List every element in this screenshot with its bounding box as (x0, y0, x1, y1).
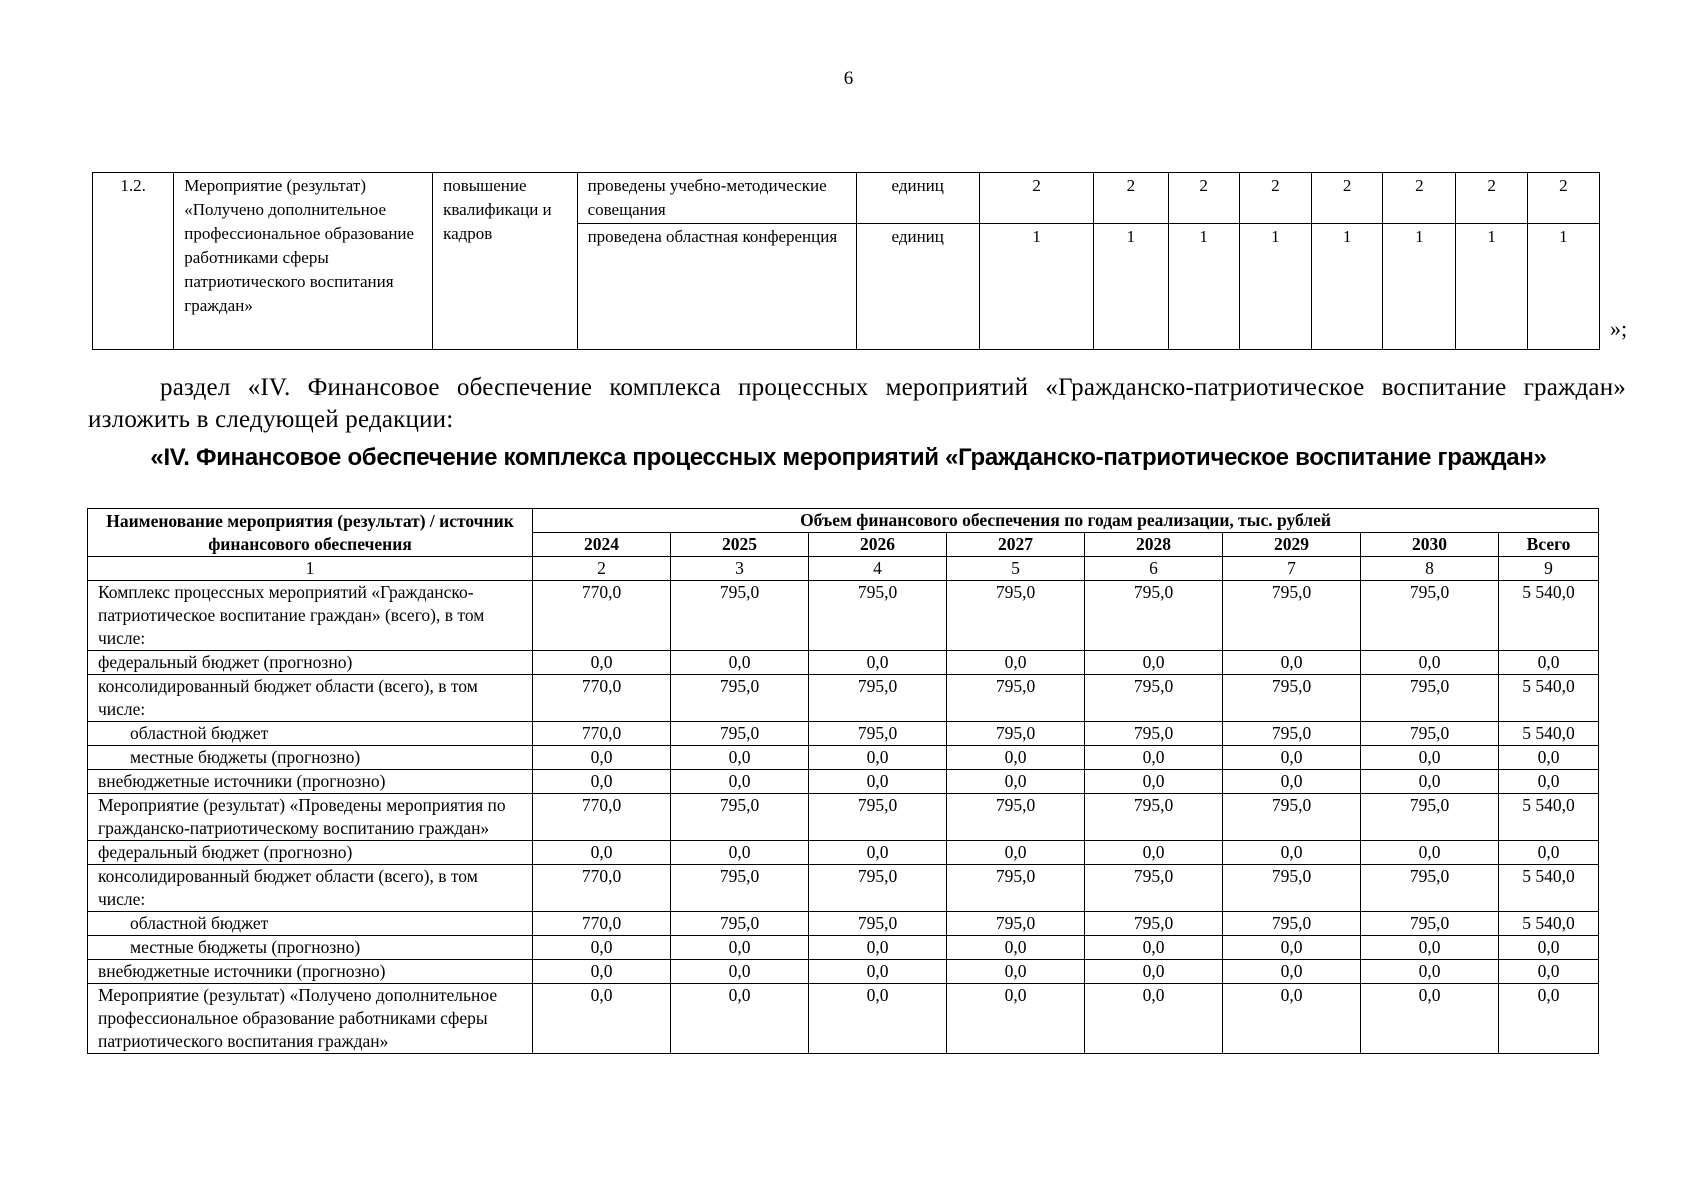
amount-cell: 0,0 (1223, 960, 1361, 984)
amount-cell: 0,0 (809, 651, 947, 675)
amount-cell: 0,0 (809, 770, 947, 794)
amount-cell: 795,0 (809, 794, 947, 841)
amount-cell: 0,0 (1361, 841, 1499, 865)
amount-cell: 795,0 (1085, 581, 1223, 651)
amount-cell: 770,0 (533, 722, 671, 746)
section-heading: «IV. Финансовое обеспечение комплекса процессных мероприятий «Гражданско-патриотическое воспитание граждан» (150, 444, 1547, 471)
year-header: 2027 (947, 533, 1085, 557)
amount-cell: 0,0 (1361, 770, 1499, 794)
table-row (88, 722, 1599, 746)
row-label: федеральный бюджет (прогнозно) (88, 651, 533, 675)
value-cell: 1 (1168, 224, 1239, 350)
amount-cell: 5 540,0 (1499, 675, 1599, 722)
table-row (88, 912, 1599, 936)
amount-cell: 795,0 (671, 865, 809, 912)
year-header: 2029 (1223, 533, 1361, 557)
table-row (88, 651, 1599, 675)
indicator-unit: единиц (856, 224, 979, 350)
amount-cell: 795,0 (947, 675, 1085, 722)
amount-cell: 795,0 (671, 675, 809, 722)
amount-cell: 795,0 (1223, 865, 1361, 912)
amount-cell: 5 540,0 (1499, 794, 1599, 841)
year-header: 2025 (671, 533, 809, 557)
amount-cell: 0,0 (533, 651, 671, 675)
amendment-paragraph: раздел «IV. Финансовое обеспечение комплекса процессных мероприятий «Гражданско-патриотическое воспитание граждан» изложить в следующей редакции: (88, 374, 1626, 433)
event-purpose: повышение квалификаци и кадров (433, 173, 577, 350)
amount-cell: 0,0 (1085, 841, 1223, 865)
amount-cell: 0,0 (533, 984, 671, 1054)
amount-cell: 0,0 (1361, 936, 1499, 960)
table-row (88, 794, 1599, 841)
amount-cell: 0,0 (947, 936, 1085, 960)
amount-cell: 795,0 (671, 722, 809, 746)
indicator-name: проведены учебно-методические совещания (577, 173, 856, 224)
table-row (88, 675, 1599, 722)
amount-cell: 795,0 (809, 675, 947, 722)
amount-cell: 795,0 (809, 722, 947, 746)
amount-cell: 0,0 (533, 960, 671, 984)
indicator-name: проведена областная конференция (577, 224, 856, 350)
amount-cell: 0,0 (947, 746, 1085, 770)
value-cell: 1 (1383, 224, 1456, 350)
row-label: внебюджетные источники (прогнозно) (88, 960, 533, 984)
amount-cell: 0,0 (1361, 746, 1499, 770)
amount-cell: 0,0 (671, 960, 809, 984)
row-label: областной бюджет (88, 722, 533, 746)
amount-cell: 0,0 (1223, 984, 1361, 1054)
amount-cell: 770,0 (533, 912, 671, 936)
amount-cell: 795,0 (1361, 581, 1499, 651)
amount-cell: 0,0 (533, 770, 671, 794)
amount-cell: 795,0 (947, 912, 1085, 936)
amount-cell: 795,0 (671, 794, 809, 841)
table-row (88, 960, 1599, 984)
amount-cell: 0,0 (1085, 936, 1223, 960)
amount-cell: 795,0 (947, 794, 1085, 841)
amount-cell: 0,0 (809, 984, 947, 1054)
amount-cell: 795,0 (809, 912, 947, 936)
value-cell: 2 (1456, 173, 1527, 224)
amount-cell: 795,0 (1223, 794, 1361, 841)
year-header: 2028 (1085, 533, 1223, 557)
amount-cell: 0,0 (1499, 770, 1599, 794)
amount-cell: 5 540,0 (1499, 581, 1599, 651)
year-header: 2024 (533, 533, 671, 557)
amount-cell: 795,0 (1361, 794, 1499, 841)
amount-cell: 795,0 (1085, 794, 1223, 841)
amount-cell: 770,0 (533, 581, 671, 651)
amount-cell: 0,0 (533, 936, 671, 960)
value-cell: 2 (979, 173, 1093, 224)
table-row (88, 746, 1599, 770)
value-cell: 1 (1239, 224, 1311, 350)
amount-cell: 0,0 (1361, 651, 1499, 675)
year-header: 2026 (809, 533, 947, 557)
table-row (93, 173, 1600, 224)
amount-cell: 795,0 (1085, 912, 1223, 936)
column-number: 7 (1223, 557, 1361, 581)
amount-cell: 0,0 (671, 651, 809, 675)
amount-cell: 0,0 (1223, 841, 1361, 865)
amount-cell: 795,0 (671, 581, 809, 651)
value-cell: 1 (1311, 224, 1382, 350)
amount-cell: 0,0 (1223, 651, 1361, 675)
value-cell: 2 (1168, 173, 1239, 224)
amount-cell: 0,0 (533, 841, 671, 865)
amount-cell: 0,0 (809, 746, 947, 770)
amount-cell: 795,0 (1361, 865, 1499, 912)
amount-cell: 795,0 (671, 912, 809, 936)
amount-cell: 795,0 (1361, 675, 1499, 722)
header-row (88, 509, 1599, 533)
event-name: Мероприятие (результат) «Получено дополнительное профессиональное образование работниками сферы патриотического воспитания граждан» (174, 173, 433, 350)
amount-cell: 795,0 (1223, 675, 1361, 722)
amount-cell: 795,0 (1223, 722, 1361, 746)
amount-cell: 0,0 (1361, 984, 1499, 1054)
value-cell: 2 (1383, 173, 1456, 224)
amount-cell: 0,0 (671, 936, 809, 960)
amount-cell: 795,0 (1361, 912, 1499, 936)
amount-cell: 770,0 (533, 794, 671, 841)
column-number: 2 (533, 557, 671, 581)
value-cell: 1 (1094, 224, 1168, 350)
financing-table (87, 508, 1599, 1054)
amount-cell: 795,0 (809, 865, 947, 912)
amount-cell: 795,0 (947, 581, 1085, 651)
amount-cell: 795,0 (1223, 912, 1361, 936)
header-name: Наименование мероприятия (результат) / источник финансового обеспечения (88, 509, 533, 557)
closing-quote: »; (1610, 316, 1628, 341)
amount-cell: 0,0 (809, 936, 947, 960)
amount-cell: 5 540,0 (1499, 722, 1599, 746)
amount-cell: 0,0 (947, 651, 1085, 675)
amount-cell: 5 540,0 (1499, 865, 1599, 912)
column-number: 5 (947, 557, 1085, 581)
page-number: 6 (843, 68, 854, 89)
amount-cell: 795,0 (1223, 581, 1361, 651)
indicator-unit: единиц (856, 173, 979, 224)
value-cell: 1 (979, 224, 1093, 350)
column-number-row (88, 557, 1599, 581)
row-label: местные бюджеты (прогнозно) (88, 936, 533, 960)
table-row (88, 936, 1599, 960)
value-cell: 1 (1456, 224, 1527, 350)
amount-cell: 0,0 (1499, 960, 1599, 984)
value-cell: 2 (1094, 173, 1168, 224)
year-header: 2030 (1361, 533, 1499, 557)
amount-cell: 5 540,0 (1499, 912, 1599, 936)
column-number: 3 (671, 557, 809, 581)
amount-cell: 0,0 (1085, 984, 1223, 1054)
row-label: Комплекс процессных мероприятий «Гражданско-патриотическое воспитание граждан» (всего), в том числе: (88, 581, 533, 651)
row-label: федеральный бюджет (прогнозно) (88, 841, 533, 865)
column-number: 9 (1499, 557, 1599, 581)
amount-cell: 0,0 (1085, 651, 1223, 675)
amount-cell: 795,0 (1085, 865, 1223, 912)
amount-cell: 0,0 (671, 984, 809, 1054)
column-number: 8 (1361, 557, 1499, 581)
table-row (88, 581, 1599, 651)
table-row (88, 770, 1599, 794)
row-label: Мероприятие (результат) «Проведены мероприятия по гражданско-патриотическому воспитанию граждан» (88, 794, 533, 841)
year-header: Всего (1499, 533, 1599, 557)
amount-cell: 0,0 (947, 841, 1085, 865)
amount-cell: 0,0 (1499, 746, 1599, 770)
table-row (88, 984, 1599, 1054)
value-cell: 2 (1527, 173, 1599, 224)
amount-cell: 0,0 (947, 960, 1085, 984)
header-volume: Объем финансового обеспечения по годам реализации, тыс. рублей (533, 509, 1599, 533)
amount-cell: 0,0 (1223, 746, 1361, 770)
row-label: консолидированный бюджет области (всего), в том числе: (88, 675, 533, 722)
amount-cell: 0,0 (671, 841, 809, 865)
amount-cell: 0,0 (1223, 936, 1361, 960)
amount-cell: 0,0 (947, 770, 1085, 794)
table-row (88, 841, 1599, 865)
amount-cell: 0,0 (1499, 936, 1599, 960)
amount-cell: 795,0 (947, 865, 1085, 912)
amount-cell: 0,0 (1499, 651, 1599, 675)
amount-cell: 795,0 (1085, 675, 1223, 722)
amount-cell: 795,0 (809, 581, 947, 651)
amount-cell: 795,0 (1085, 722, 1223, 746)
table-row (88, 865, 1599, 912)
amount-cell: 0,0 (1223, 770, 1361, 794)
amount-cell: 0,0 (1361, 960, 1499, 984)
row-label: местные бюджеты (прогнозно) (88, 746, 533, 770)
value-cell: 1 (1527, 224, 1599, 350)
amount-cell: 0,0 (671, 770, 809, 794)
row-label: областной бюджет (88, 912, 533, 936)
amount-cell: 0,0 (809, 960, 947, 984)
amount-cell: 770,0 (533, 675, 671, 722)
amount-cell: 795,0 (1361, 722, 1499, 746)
row-label: консолидированный бюджет области (всего), в том числе: (88, 865, 533, 912)
amount-cell: 0,0 (1085, 746, 1223, 770)
amount-cell: 0,0 (1499, 984, 1599, 1054)
amount-cell: 0,0 (1499, 841, 1599, 865)
amount-cell: 0,0 (533, 746, 671, 770)
column-number: 1 (88, 557, 533, 581)
amount-cell: 0,0 (1085, 960, 1223, 984)
column-number: 6 (1085, 557, 1223, 581)
indicators-table (92, 172, 1600, 350)
amount-cell: 0,0 (947, 984, 1085, 1054)
row-number: 1.2. (93, 173, 174, 350)
amount-cell: 0,0 (1085, 770, 1223, 794)
row-label: Мероприятие (результат) «Получено дополнительное профессиональное образование работниками сферы патриотического воспитания граждан» (88, 984, 533, 1054)
row-label: внебюджетные источники (прогнозно) (88, 770, 533, 794)
amount-cell: 0,0 (809, 841, 947, 865)
amount-cell: 770,0 (533, 865, 671, 912)
value-cell: 2 (1311, 173, 1382, 224)
column-number: 4 (809, 557, 947, 581)
value-cell: 2 (1239, 173, 1311, 224)
amount-cell: 795,0 (947, 722, 1085, 746)
amount-cell: 0,0 (671, 746, 809, 770)
